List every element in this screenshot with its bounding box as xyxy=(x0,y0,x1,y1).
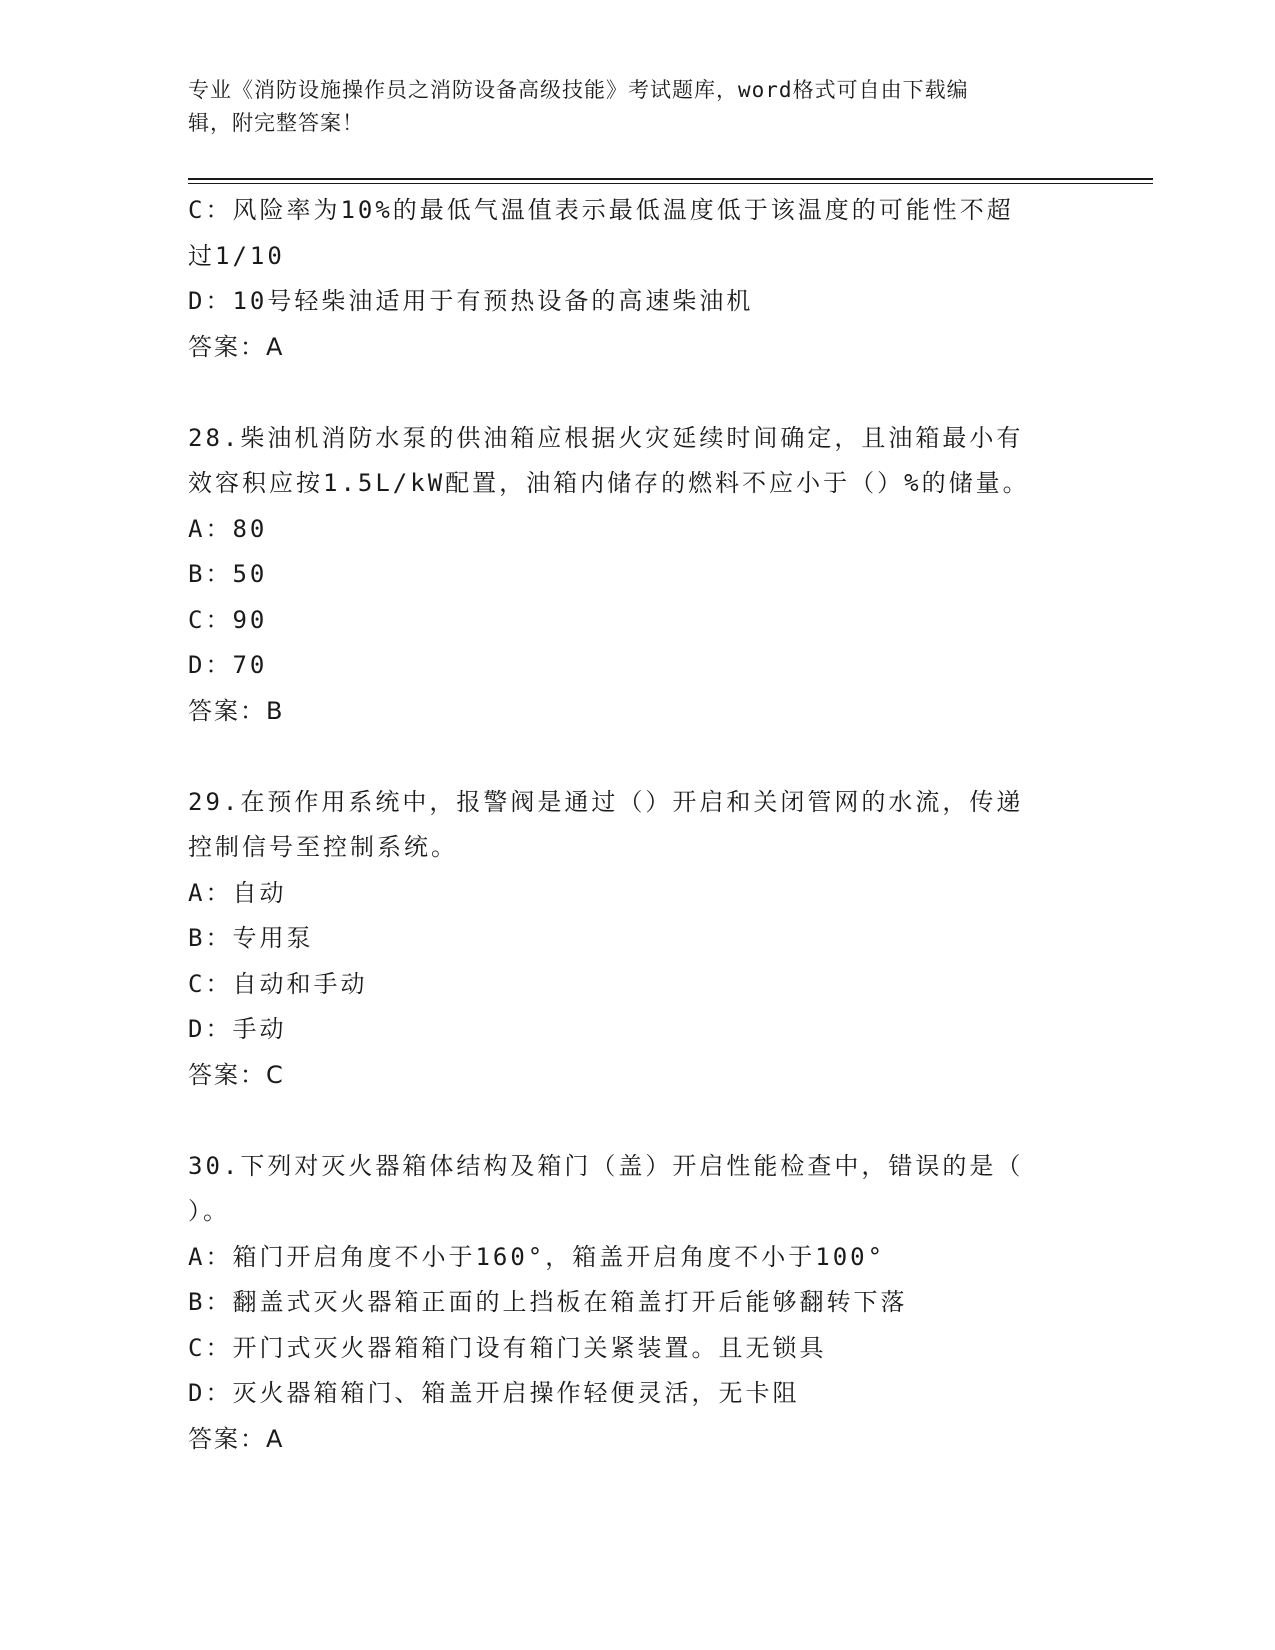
answer-line: 答案：A xyxy=(188,1424,285,1453)
option-d: D：10号轻柴油适用于有预热设备的高速柴油机 xyxy=(188,287,754,315)
option-c-continued: 过1/10 xyxy=(188,241,285,270)
header-line-2: 辑，附完整答案！ xyxy=(188,111,364,135)
question-stem-line-2: 控制信号至控制系统。 xyxy=(188,833,458,861)
previous-question-tail xyxy=(188,188,1088,370)
document-header xyxy=(188,74,1078,140)
option-d: D：手动 xyxy=(188,1015,287,1043)
question-29 xyxy=(188,780,1088,1099)
question-stem-line-1: 29.在预作用系统中，报警阀是通过（）开启和关闭管网的水流，传递 xyxy=(188,787,1024,816)
question-stem-line-2: ）。 xyxy=(188,1197,230,1225)
option-a: A：自动 xyxy=(188,878,287,907)
option-d: D：70 xyxy=(188,651,268,679)
header-divider-thick xyxy=(188,178,1153,180)
question-stem-line-1: 28.柴油机消防水泵的供油箱应根据火灾延续时间确定，且油箱最小有 xyxy=(188,423,1024,452)
option-a: A：80 xyxy=(188,514,268,543)
option-label: D xyxy=(188,287,206,315)
option-b: B：专用泵 xyxy=(188,924,314,952)
option-c: C：90 xyxy=(188,605,268,634)
answer-line: 答案：A xyxy=(188,332,285,361)
question-stem-line-2: 效容积应按1.5L/kW配置，油箱内储存的燃料不应小于（）%的储量。 xyxy=(188,469,1030,497)
option-text: 10号轻柴油适用于有预热设备的高速柴油机 xyxy=(232,287,754,315)
option-b: B：50 xyxy=(188,560,268,588)
option-text: 风险率为10%的最低气温值表示最低温度低于该温度的可能性不超 xyxy=(232,196,1014,224)
question-28 xyxy=(188,416,1088,735)
question-stem-line-1: 30.下列对灭火器箱体结构及箱门（盖）开启性能检查中，错误的是（ xyxy=(188,1151,1024,1180)
option-a: A：箱门开启角度不小于160°，箱盖开启角度不小于100° xyxy=(188,1242,886,1271)
option-c: C：开门式灭火器箱箱门设有箱门关紧装置。且无锁具 xyxy=(188,1333,827,1362)
answer-line: 答案：C xyxy=(188,1060,285,1089)
question-list xyxy=(188,188,1088,1462)
option-c: C：风险率为10%的最低气温值表示最低温度低于该温度的可能性不超 xyxy=(188,196,1014,224)
option-b: B：翻盖式灭火器箱正面的上挡板在箱盖打开后能够翻转下落 xyxy=(188,1288,908,1316)
option-d: D：灭火器箱箱门、箱盖开启操作轻便灵活，无卡阻 xyxy=(188,1379,800,1407)
header-divider-thin xyxy=(188,183,1153,184)
question-30 xyxy=(188,1144,1088,1463)
answer-line: 答案：B xyxy=(188,696,285,725)
option-c: C：自动和手动 xyxy=(188,969,368,998)
option-label: C xyxy=(188,196,206,224)
header-line-1: 专业《消防设施操作员之消防设备高级技能》考试题库，word格式可自由下载编 xyxy=(188,78,969,102)
